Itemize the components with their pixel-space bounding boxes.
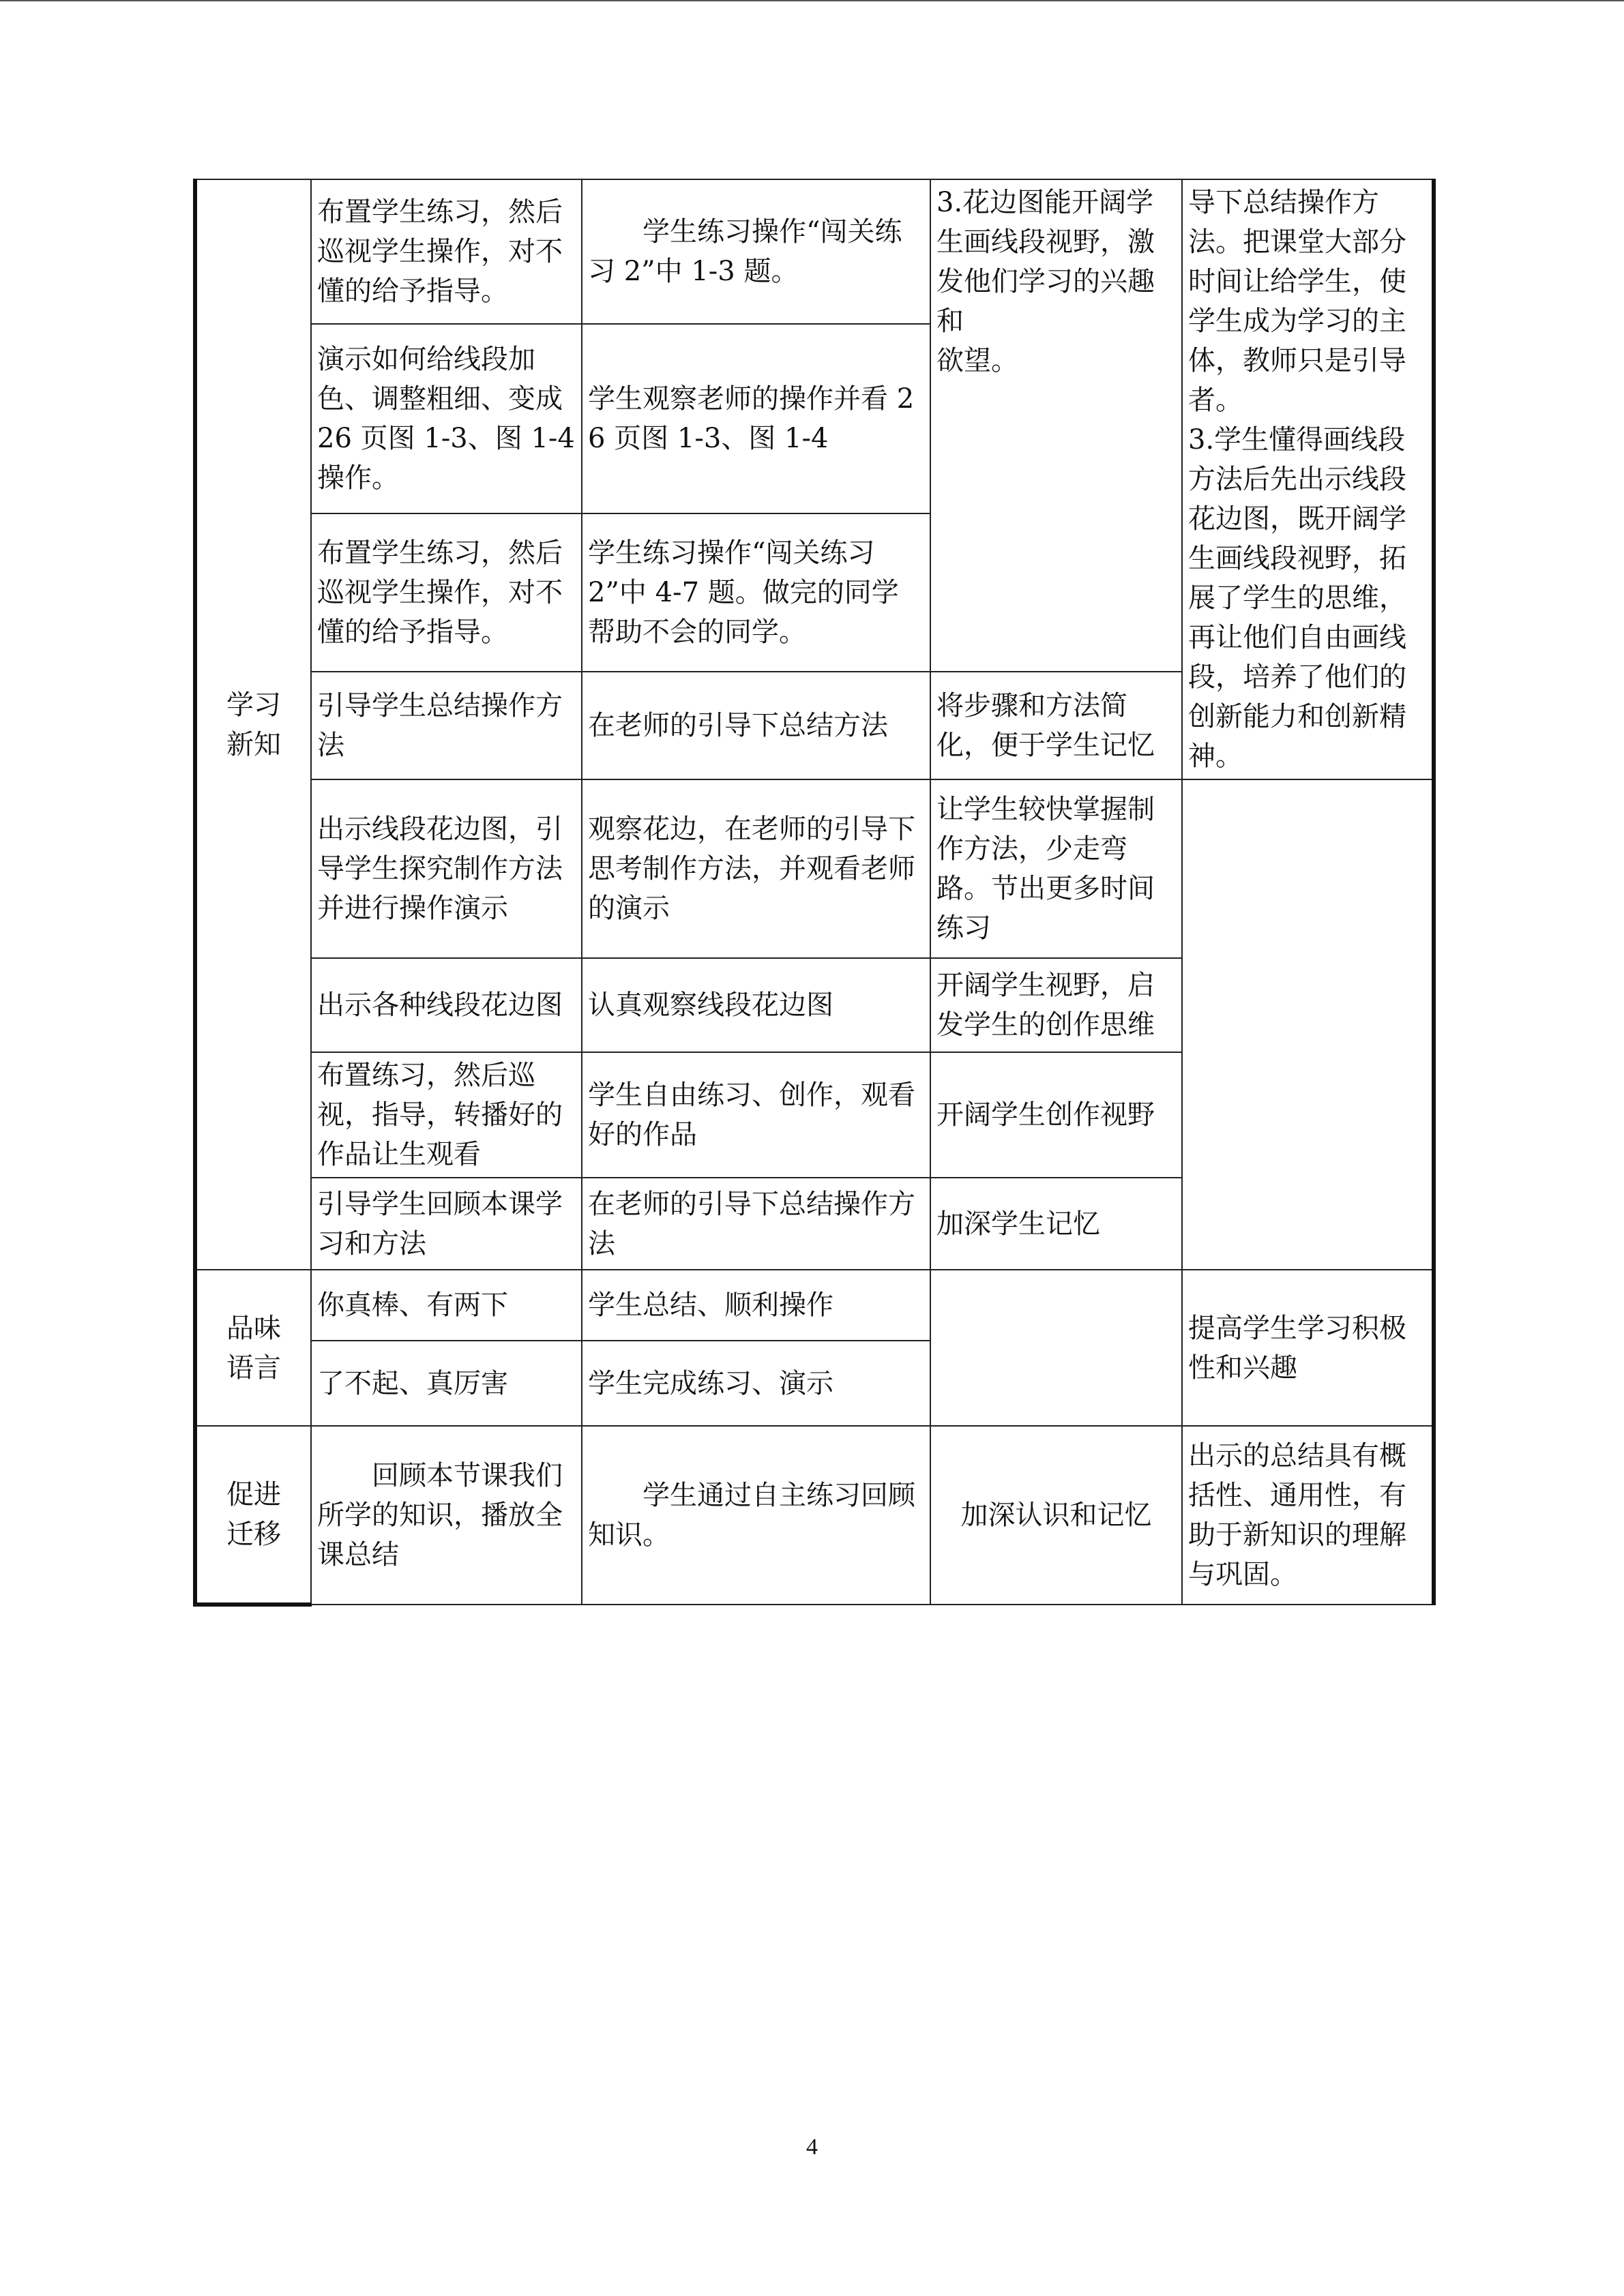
design-notes-blank	[1182, 779, 1434, 1270]
student-activity: 学生自由练习、创作，观看好的作品	[582, 1052, 930, 1178]
teacher-activity: 演示如何给线段加色、调整粗细、变成 26 页图 1-3、图 1-4 操作。	[311, 324, 582, 513]
student-activity: 在老师的引导下总结操作方法	[582, 1178, 930, 1270]
design-notes: 出示的总结具有概括性、通用性，有助于新知识的理解与巩固。	[1182, 1426, 1434, 1605]
student-activity: 观察花边，在老师的引导下思考制作方法，并观看老师的演示	[582, 779, 930, 958]
teacher-activity: 布置学生练习，然后巡视学生操作，对不懂的给予指导。	[311, 513, 582, 672]
design-intent: 开阔学生创作视野	[930, 1052, 1182, 1178]
transfer-row	[195, 1426, 1434, 1605]
student-activity: 学生总结、顺利操作	[582, 1270, 930, 1341]
teacher-activity: 出示各种线段花边图	[311, 958, 582, 1052]
lesson-plan-table	[193, 179, 1436, 1607]
page-number: 4	[806, 2134, 818, 2160]
teacher-activity: 布置练习，然后巡视，指导，转播好的作品让生观看	[311, 1052, 582, 1178]
design-intent: 让学生较快掌握制作方法，少走弯路。节出更多时间练习	[930, 779, 1182, 958]
design-notes: 提高学生学习积极性和兴趣	[1182, 1270, 1434, 1426]
student-activity: 学生观察老师的操作并看 26 页图 1-3、图 1-4	[582, 324, 930, 513]
teacher-activity: 布置学生练习，然后巡视学生操作，对不懂的给予指导。	[311, 179, 582, 324]
teacher-activity: 回顾本节课我们所学的知识，播放全课总结	[311, 1426, 582, 1605]
student-activity: 学生通过自主练习回顾知识。	[582, 1426, 930, 1605]
student-activity: 学生练习操作“闯关练习 2”中 4-7 题。做完的同学帮助不会的同学。	[582, 513, 930, 672]
design-intent: 加深学生记忆	[930, 1178, 1182, 1270]
student-activity: 学生练习操作“闯关练习 2”中 1-3 题。	[582, 179, 930, 324]
section-label-learn: 学习 新知	[195, 179, 311, 1270]
design-intent: 将步骤和方法简化，便于学生记忆	[930, 672, 1182, 779]
teacher-activity: 出示线段花边图，引导学生探究制作方法并进行操作演示	[311, 779, 582, 958]
page-top-border	[0, 0, 1624, 1]
design-notes-merged: 导下总结操作方法。把课堂大部分时间让给学生，使学生成为学习的主体，教师只是引导者。 3.学生懂得画线段方法后先出示线段花边图，既开阔学生画线段视野，拓展了学生的思维，再让他们自由画线段，培养了他们的创新能力和创新精神。	[1182, 179, 1434, 779]
design-intent-merged: 3.花边图能开阔学生画线段视野，激发他们学习的兴趣和 欲望。	[930, 179, 1182, 672]
design-intent: 开阔学生视野，启发学生的创作思维	[930, 958, 1182, 1052]
student-activity: 学生完成练习、演示	[582, 1341, 930, 1426]
student-activity: 认真观察线段花边图	[582, 958, 930, 1052]
teacher-activity: 引导学生总结操作方法	[311, 672, 582, 779]
learn-row-5	[195, 779, 1434, 958]
section-label-transfer: 促进 迁移	[195, 1426, 311, 1605]
design-intent: 加深认识和记忆	[930, 1426, 1182, 1605]
teacher-activity: 了不起、真厉害	[311, 1341, 582, 1426]
design-intent-blank	[930, 1270, 1182, 1426]
savor-row-1	[195, 1270, 1434, 1341]
student-activity: 在老师的引导下总结方法	[582, 672, 930, 779]
section-label-savor: 品味 语言	[195, 1270, 311, 1426]
teacher-activity: 引导学生回顾本课学习和方法	[311, 1178, 582, 1270]
teacher-activity: 你真棒、有两下	[311, 1270, 582, 1341]
learn-row-1	[195, 179, 1434, 324]
